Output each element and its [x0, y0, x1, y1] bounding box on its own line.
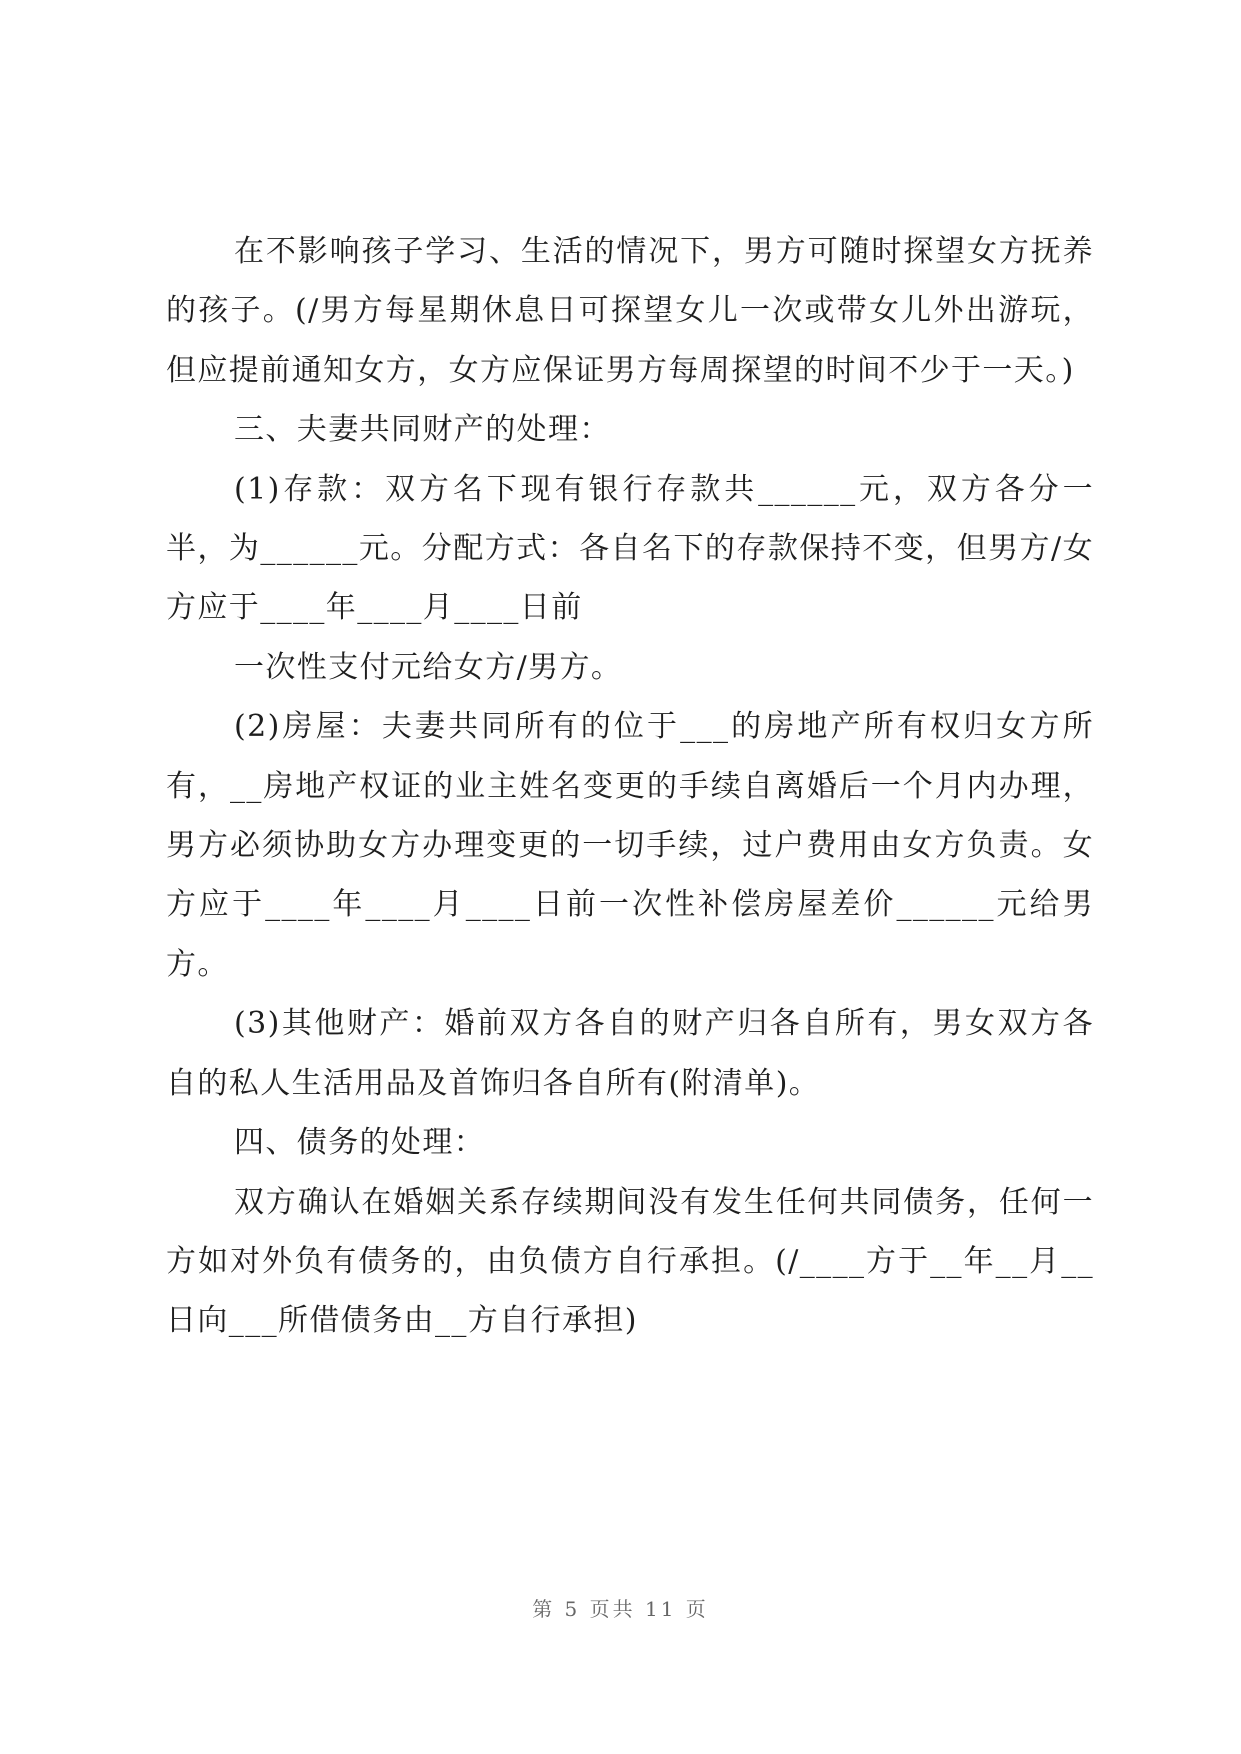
paragraph-debts: 双方确认在婚姻关系存续期间没有发生任何共同债务，任何一方如对外负有债务的，由负债方自行承担。(/____方于__年__月__日向___所借债务由__方自行承担) [166, 1184, 1094, 1339]
paragraph-visitation: 在不影响孩子学习、生活的情况下，男方可随时探望女方抚养的孩子。(/男方每星期休息日可探望女儿一次或带女儿外出游玩，但应提前通知女方，女方应保证男方每周探望的时间不少于一天。) [166, 234, 1094, 388]
document-body [166, 222, 1094, 1351]
heading-debts: 四、债务的处理： [234, 1125, 486, 1161]
page-number-footer: 第 5 页共 11 页 [532, 1597, 709, 1621]
paragraph-other-property: (3)其他财产：婚前双方各自的财产归各自所有，男女双方各自的私人生活用品及首饰归各自所有(附清单)。 [166, 1006, 1094, 1101]
paragraph-house: (2)房屋：夫妻共同所有的位于___的房地产所有权归女方所有，__房地产权证的业主姓名变更的手续自离婚后一个月内办理，男方必须协助女方办理变更的一切手续，过户费用由女方负责。女方应于____年____月____日前一次性补偿房屋差价______元给男方。 [166, 709, 1094, 982]
paragraph-deposits-payment: 一次性支付元给女方/男方。 [234, 649, 623, 685]
heading-joint-property: 三、夫妻共同财产的处理： [234, 412, 611, 448]
paragraph-deposits: (1)存款：双方名下现有银行存款共______元，双方各分一半，为______元。分配方式：各自名下的存款保持不变，但男方/女方应于____年____月____日前 [166, 471, 1094, 626]
